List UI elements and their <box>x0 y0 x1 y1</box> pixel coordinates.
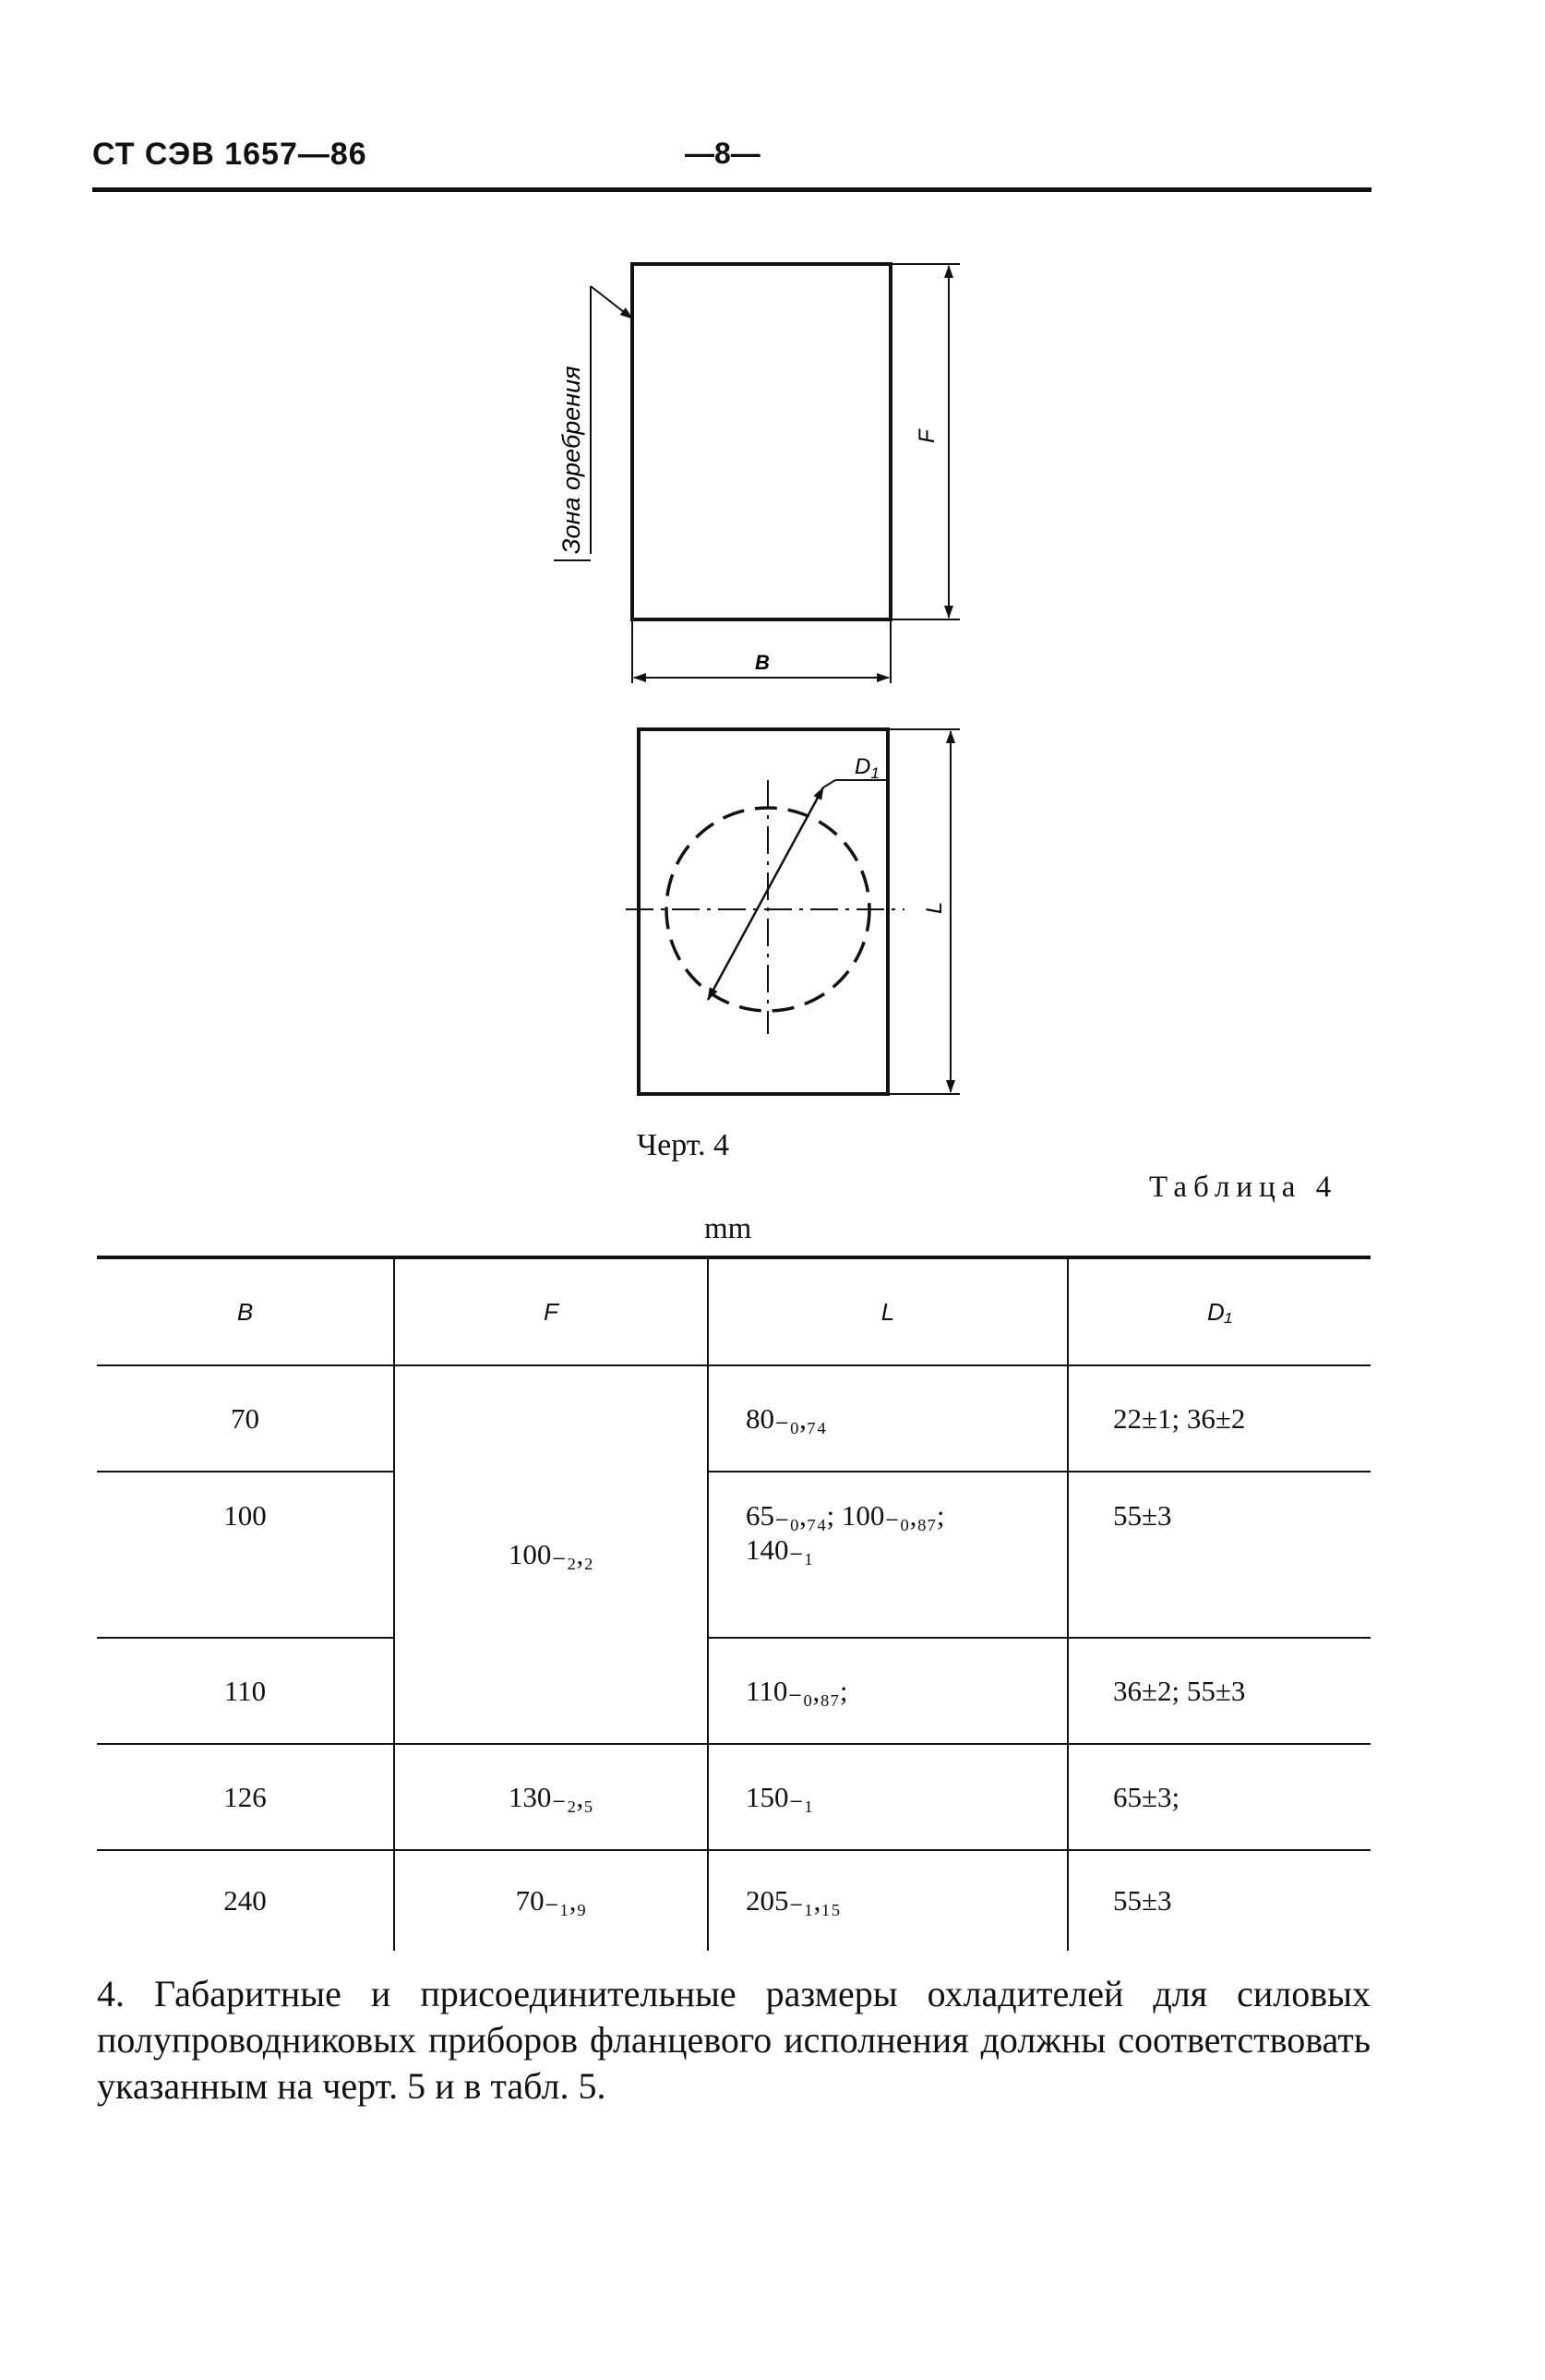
cell-d1: 65±3; <box>1068 1744 1371 1850</box>
cell-f: 100₋₂,₂ <box>394 1365 708 1744</box>
header-d1: D₁ <box>1068 1257 1371 1365</box>
table-row <box>97 1744 1371 1850</box>
cell-l <box>708 1472 1068 1638</box>
cooler-drawing <box>517 249 1015 1117</box>
cell-f: 70₋₁,₉ <box>394 1850 708 1951</box>
dim-l-label: L <box>922 901 947 914</box>
standard-designation: СТ СЭВ 1657—86 <box>92 137 367 172</box>
top-view-outline <box>632 264 891 619</box>
table-row <box>97 1850 1371 1951</box>
dimensions-table <box>97 1256 1371 1951</box>
table-title: Таблица 4 <box>1149 1171 1338 1204</box>
cell-d1: 55±3 <box>1068 1472 1371 1638</box>
cell-l: 110₋₀,₈₇; <box>708 1638 1068 1744</box>
cell-b: 110 <box>97 1638 394 1744</box>
cell-l-line2: 140₋₁ <box>746 1533 814 1567</box>
cell-b: 126 <box>97 1744 394 1850</box>
table-row <box>97 1638 1371 1744</box>
cell-f: 130₋₂,₅ <box>394 1744 708 1850</box>
header-l: L <box>708 1257 1068 1365</box>
dim-b-label: B <box>755 651 770 674</box>
cell-b: 100 <box>97 1472 394 1638</box>
table-header-row <box>97 1257 1371 1365</box>
cell-d1: 22±1; 36±2 <box>1068 1365 1371 1472</box>
cell-b: 240 <box>223 1884 267 1917</box>
cell-b: 70 <box>97 1365 394 1472</box>
cell-d1: 36±2; 55±3 <box>1068 1638 1371 1744</box>
dim-d1-label: $D_1$ <box>855 754 880 782</box>
table-units: mm <box>704 1212 752 1245</box>
header-rule <box>92 187 1371 192</box>
figure-caption: Черт. 4 <box>637 1128 730 1162</box>
body-paragraph: 4. Габаритные и присоединительные размеры охладителей для силовых полупроводниковых приборов фланцевого исполнения должны соответствовать указанным на черт. 5 и в табл. 5. <box>97 1973 1371 2107</box>
cell-l: 80₋₀,₇₄ <box>708 1365 1068 1472</box>
cell-l: 150₋₁ <box>708 1744 1068 1850</box>
header-b: B <box>97 1257 394 1365</box>
cell-d1: 55±3 <box>1068 1850 1371 1951</box>
table-row <box>97 1472 1371 1638</box>
dim-d1-line <box>708 787 823 1000</box>
cell-l: 205₋₁,₁₅ <box>708 1850 1068 1951</box>
page-number: —8— <box>685 137 761 170</box>
zone-label: Зона оребрения <box>557 366 585 554</box>
cell-l-line1: 65₋₀,₇₄; 100₋₀,₈₇; <box>746 1499 945 1532</box>
dim-f-label: F <box>915 429 940 443</box>
header-f: F <box>394 1257 708 1365</box>
table-row <box>97 1365 1371 1472</box>
bottom-view-outline <box>639 729 888 1094</box>
